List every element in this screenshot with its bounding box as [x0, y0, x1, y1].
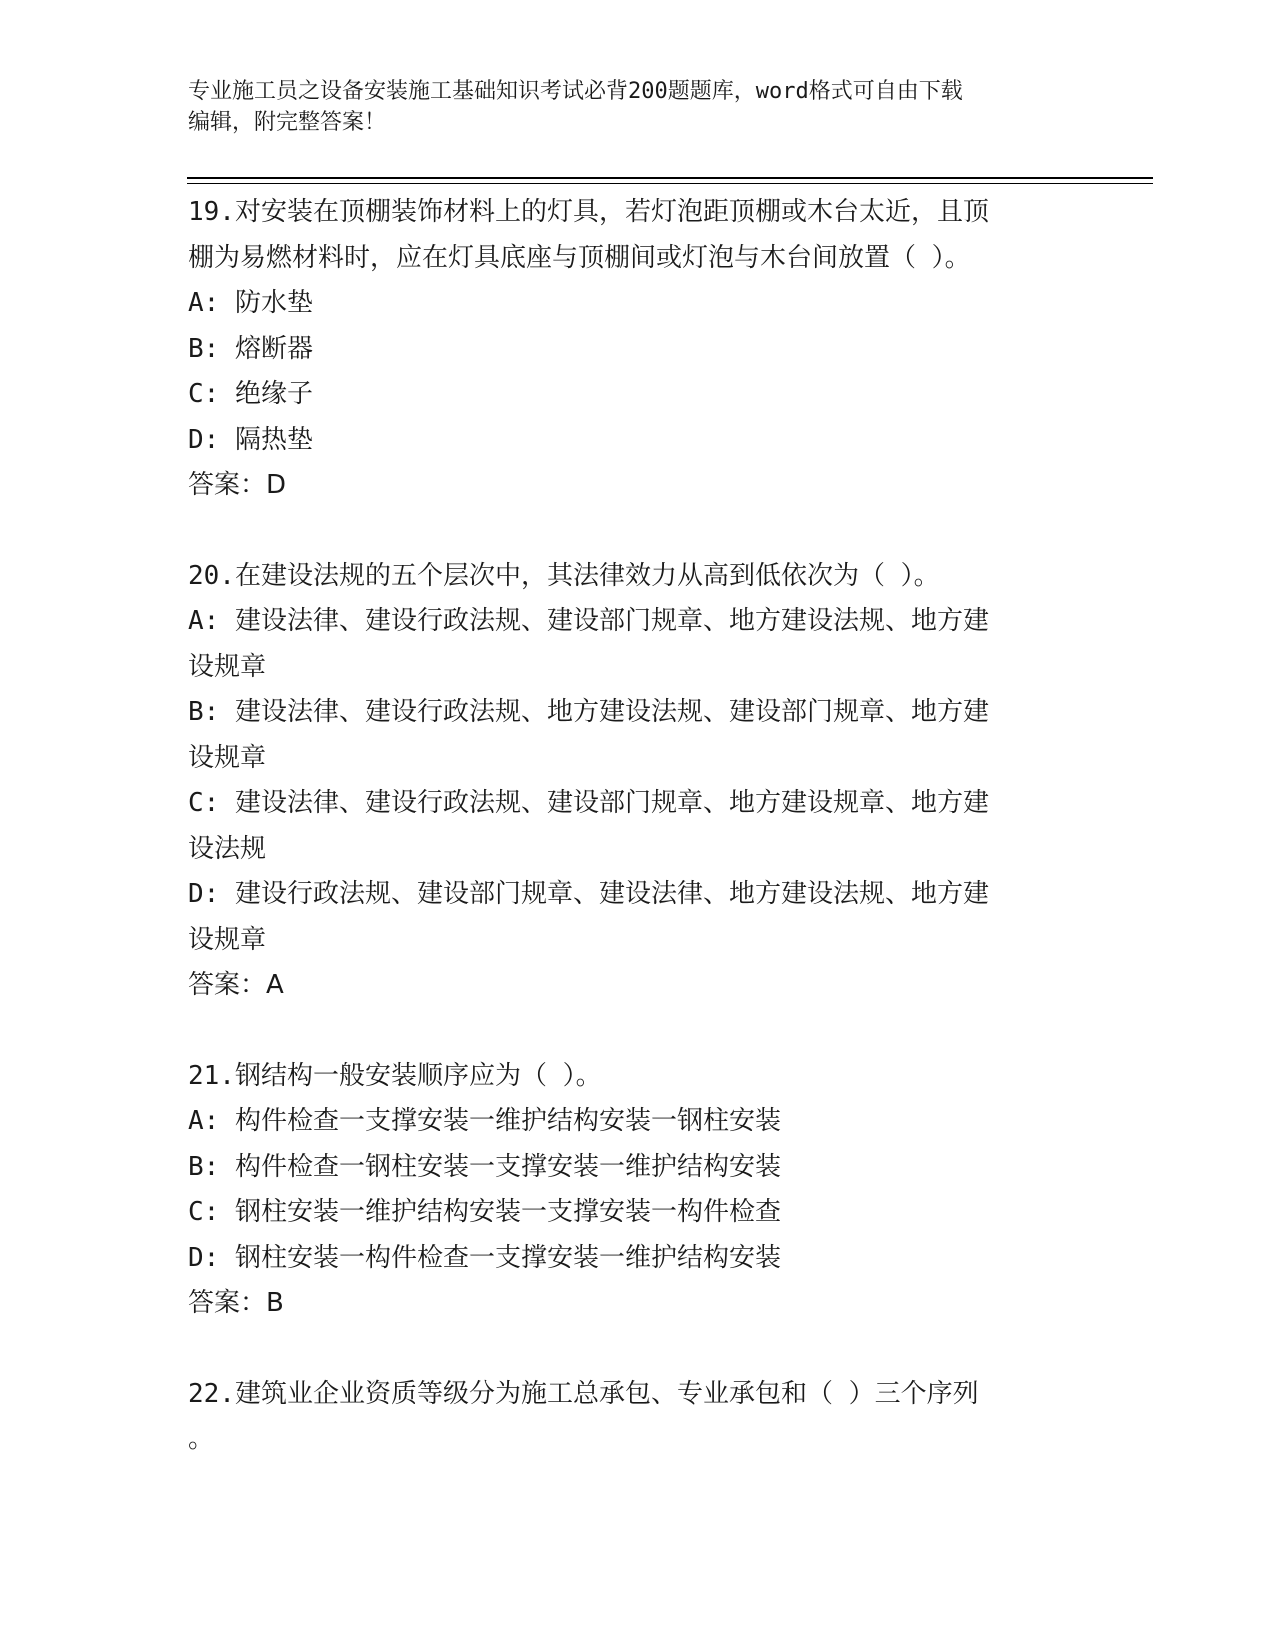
option-a-continued: 设规章 [188, 651, 267, 682]
question-stem-line: 。 [188, 1424, 215, 1454]
question-19 [188, 190, 1088, 509]
header-divider-thick [187, 177, 1153, 179]
question-stem-line: 棚为易燃材料时，应在灯具底座与顶棚间或灯泡与木台间放置（ ）。 [188, 242, 971, 273]
option-b-continued: 设规章 [188, 742, 267, 773]
option-b: B: 建设法律、建设行政法规、地方建设法规、建设部门规章、地方建 [188, 697, 989, 727]
option-c: C: 钢柱安装一维护结构安装一支撑安装一构件检查 [188, 1197, 781, 1227]
option-c-continued: 设法规 [188, 833, 267, 864]
question-stem-line: 21.钢结构一般安装顺序应为（ ）。 [188, 1060, 602, 1091]
option-d: D: 建设行政法规、建设部门规章、建设法律、地方建设法规、地方建 [188, 879, 989, 909]
header-divider-thin [187, 183, 1153, 184]
option-c: C: 建设法律、建设行政法规、建设部门规章、地方建设规章、地方建 [188, 788, 989, 818]
option-d: D: 隔热垫 [188, 424, 313, 455]
answer-label: 答案：A [188, 970, 284, 1000]
header-line-1: 专业施工员之设备安装施工基础知识考试必背200题题库，word格式可自由下载 [188, 79, 963, 104]
option-b: B: 构件检查一钢柱安装一支撑安装一维护结构安装 [188, 1151, 781, 1182]
question-22 [188, 1372, 1088, 1463]
question-list [188, 190, 1088, 1508]
question-20 [188, 554, 1088, 1009]
option-a: A: 构件检查一支撑安装一维护结构安装一钢柱安装 [188, 1106, 781, 1136]
option-a: A: 建设法律、建设行政法规、建设部门规章、地方建设法规、地方建 [188, 606, 989, 636]
header-line-2: 编辑，附完整答案！ [188, 110, 387, 135]
question-stem-line: 22.建筑业企业资质等级分为施工总承包、专业承包和（ ）三个序列 [188, 1378, 979, 1409]
option-a: A: 防水垫 [188, 288, 313, 318]
question-stem-line: 19.对安装在顶棚装饰材料上的灯具，若灯泡距顶棚或木台太近，且顶 [188, 197, 989, 227]
option-b: B: 熔断器 [188, 333, 313, 364]
question-stem-line: 20.在建设法规的五个层次中，其法律效力从高到低依次为（ ）。 [188, 560, 940, 591]
option-d: D: 钢柱安装一构件检查一支撑安装一维护结构安装 [188, 1242, 781, 1273]
answer-label: 答案：D [188, 470, 287, 500]
document-header [188, 76, 1068, 138]
answer-label: 答案：B [188, 1288, 284, 1318]
option-d-continued: 设规章 [188, 924, 267, 955]
option-c: C: 绝缘子 [188, 379, 313, 409]
question-21 [188, 1054, 1088, 1327]
